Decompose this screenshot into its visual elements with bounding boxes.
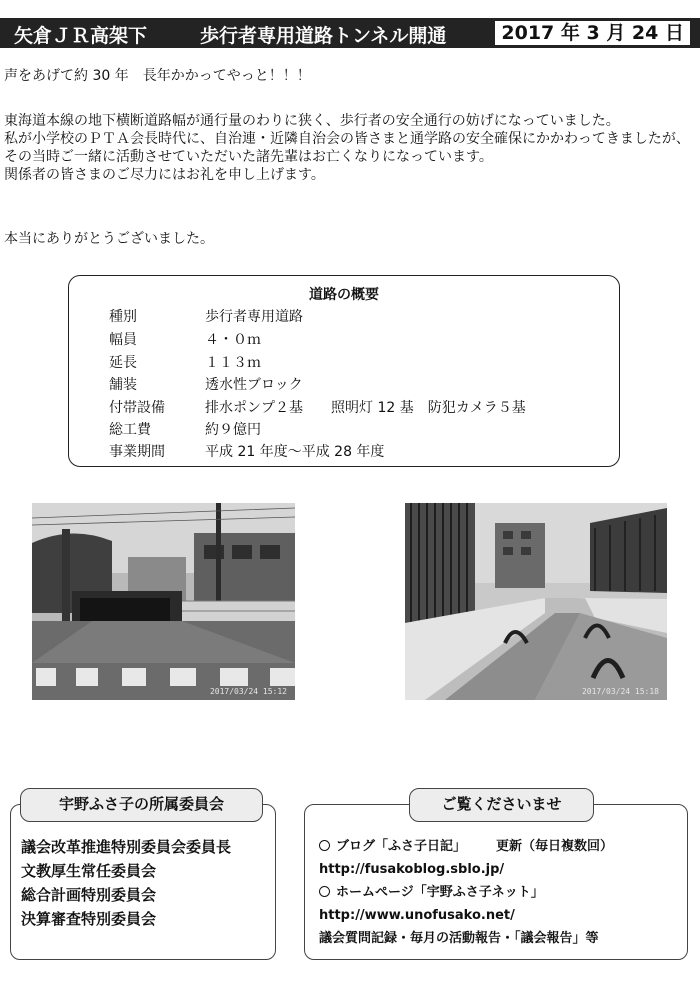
- homepage-entry: [319, 881, 613, 904]
- pedestrian-tunnel-photo: [405, 503, 667, 700]
- committee-item: 決算審査特別委員会: [21, 910, 157, 928]
- overview-label: 幅員: [109, 332, 137, 348]
- links-panel: [304, 804, 688, 960]
- overview-label: 付帯設備: [109, 400, 165, 416]
- committees-title-tab: 宇野ふさ子の所属委員会: [20, 788, 263, 822]
- photo-timestamp: 2017/03/24 15:12: [209, 687, 287, 696]
- committees-panel: [10, 804, 276, 960]
- overview-label: 総工費: [109, 422, 151, 438]
- overview-value: 約９億円: [205, 422, 261, 438]
- homepage-label: ホームページ「宇野ふさ子ネット」: [336, 885, 544, 900]
- overview-title: 道路の概要: [309, 287, 379, 303]
- overview-value: 歩行者専用道路: [205, 309, 303, 325]
- overview-label: 種別: [109, 309, 137, 325]
- header-date: 2017 年 3 月 24 日: [495, 21, 690, 45]
- article-lead: 声をあげて約 30 年 長年かかってやっと！！！: [4, 68, 311, 84]
- road-overview-box: [68, 275, 620, 467]
- overview-value: 排水ポンプ２基 照明灯 12 基 防犯カメラ５基: [205, 400, 526, 416]
- article-paragraph: 関係者の皆さまのご尽力にはお礼を申し上げます。: [4, 167, 325, 183]
- circle-bullet-icon: [319, 840, 330, 851]
- overview-value: ４・０ｍ: [205, 332, 261, 348]
- links-list: [319, 835, 613, 950]
- blog-update-note: 更新（毎日複数回）: [496, 839, 614, 854]
- photo-timestamp: 2017/03/24 15:18: [581, 687, 659, 696]
- committee-item: 議会改革推進特別委員会委員長: [21, 838, 232, 856]
- committee-list: [21, 835, 231, 931]
- tunnel-scene-graphic: [405, 503, 667, 700]
- article-thanks: 本当にありがとうございました。: [4, 231, 214, 247]
- overview-value: １１３ｍ: [205, 355, 261, 371]
- overpass-street-photo: [32, 503, 295, 700]
- circle-bullet-icon: [319, 886, 330, 897]
- committee-item: 文教厚生常任委員会: [21, 862, 157, 880]
- overview-label: 延長: [109, 355, 137, 371]
- header-location: 矢倉ＪＲ高架下: [14, 25, 148, 47]
- committee-item: 総合計画特別委員会: [21, 886, 157, 904]
- blog-entry: [319, 835, 613, 858]
- article-body: [4, 112, 694, 184]
- homepage-note: 議会質問記録・毎月の活動報告・「議会報告」等: [319, 931, 599, 946]
- overview-label: 舗装: [109, 377, 137, 393]
- links-title-tab: ご覧くださいませ: [409, 788, 594, 822]
- overview-label: 事業期間: [109, 444, 165, 460]
- blog-label: ブログ「ふさ子日記」: [336, 839, 467, 854]
- overview-value: 透水性ブロック: [205, 377, 303, 393]
- article-paragraph: 私が小学校のＰＴＡ会長時代に、自治連・近隣自治会の皆さまと通学路の安全確保にかかわってきましたが、その当時ご一緒に活動させていただいた諸先輩はお亡くなりになっています。: [4, 131, 690, 165]
- header-headline: 歩行者専用道路トンネル開通: [200, 25, 447, 47]
- article-paragraph: 東海道本線の地下横断道路幅が通行量のわりに狭く、歩行者の安全通行の妨げになっていました。: [4, 113, 620, 129]
- header-bar: [0, 18, 700, 48]
- homepage-url-link[interactable]: http://www.unofusako.net/: [319, 908, 515, 923]
- overview-value: 平成 21 年度～平成 28 年度: [205, 444, 385, 460]
- street-scene-graphic: [32, 503, 295, 700]
- blog-url-link[interactable]: http://fusakoblog.sblo.jp/: [319, 862, 505, 877]
